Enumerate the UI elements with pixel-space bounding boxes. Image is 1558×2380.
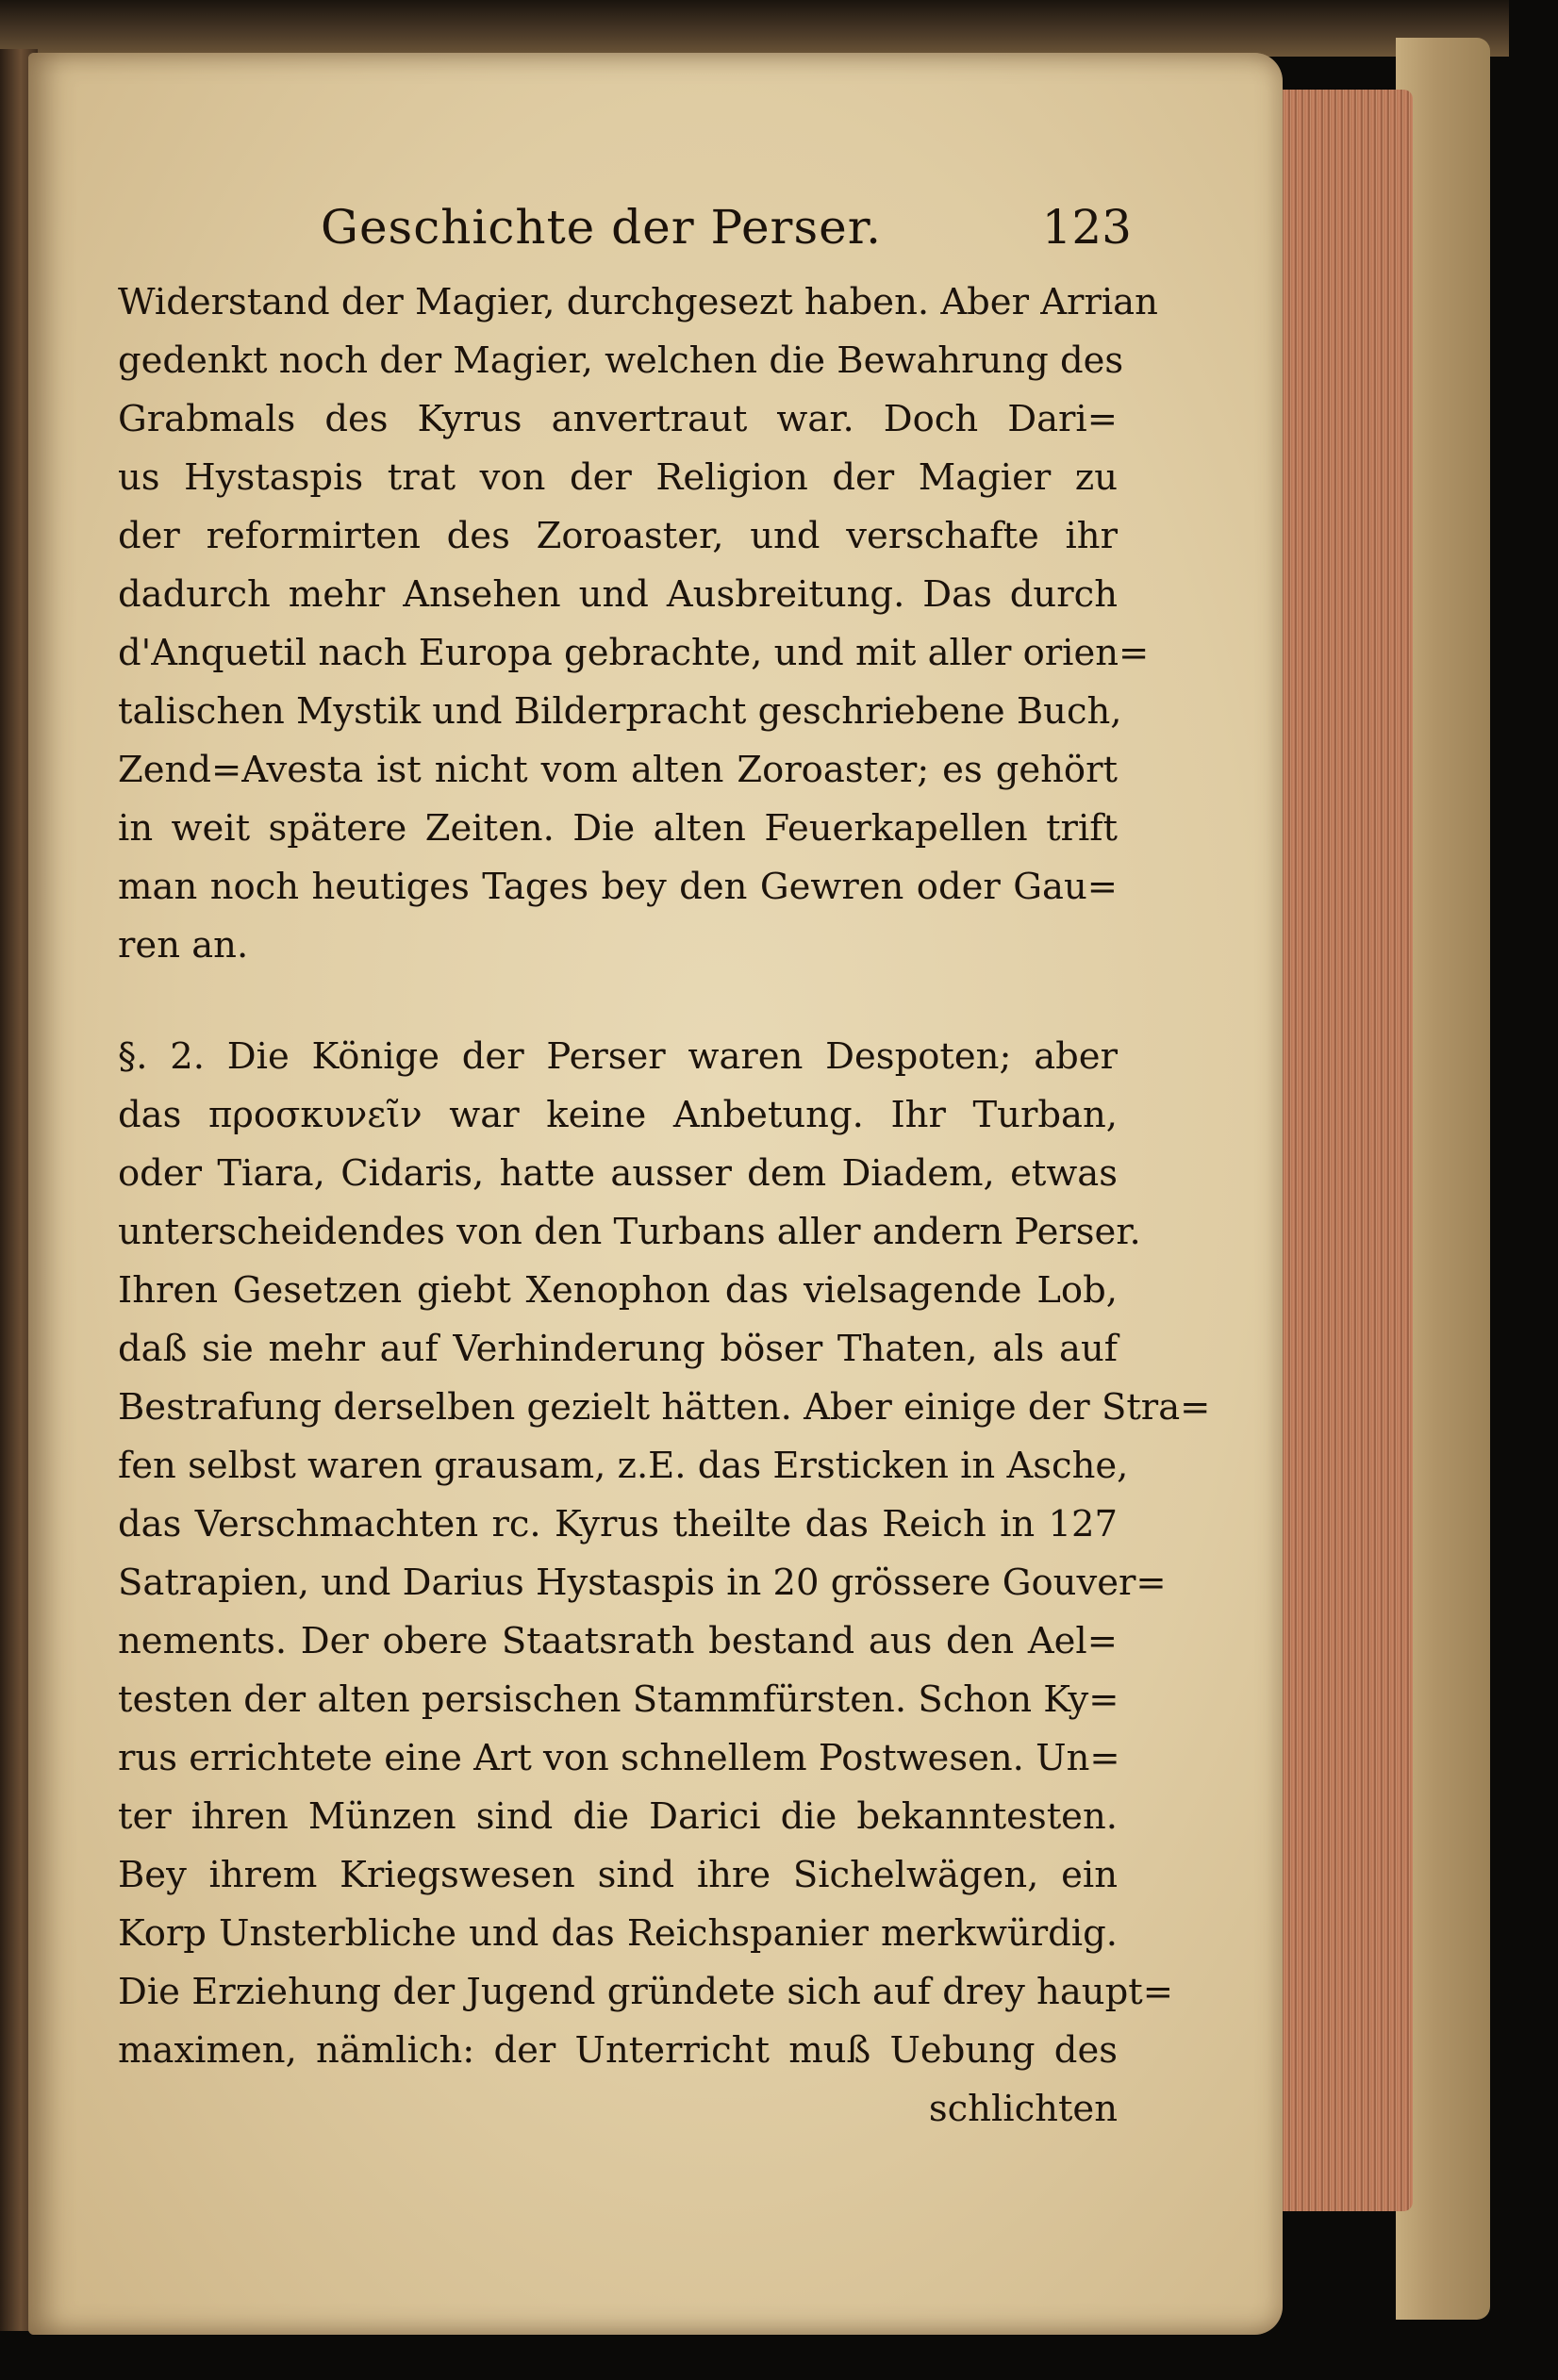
text-line: rus errichtete eine Art von schnellem Postwesen. Un= — [118, 1737, 1120, 1779]
text-line: ren an. — [118, 924, 249, 967]
text-line: Bey ihrem Kriegswesen sind ihre Sichelwägen, ein — [118, 1854, 1118, 1896]
text-line: Grabmals des Kyrus anvertraut war. Doch Dari= — [118, 398, 1118, 440]
text-line: daß sie mehr auf Verhinderung böser Thaten, als auf — [118, 1328, 1118, 1370]
text-line: §. 2. Die Könige der Perser waren Despoten; aber — [118, 1035, 1118, 1078]
text-line: Satrapien, und Darius Hystaspis in 20 grössere Gouver= — [118, 1562, 1167, 1604]
text-line: d'Anquetil nach Europa gebrachte, und mit aller orien= — [118, 632, 1150, 674]
text-line: gedenkt noch der Magier, welchen die Bewahrung des — [118, 339, 1124, 382]
page-text — [118, 189, 1211, 2139]
paragraph-gap — [118, 975, 1118, 1028]
text-line: in weit spätere Zeiten. Die alten Feuerkapellen trift — [118, 807, 1118, 850]
text-line: man noch heutiges Tages bey den Gewren oder Gau= — [118, 866, 1118, 908]
text-line: maximen, nämlich: der Unterricht muß Uebung des — [118, 2029, 1118, 2072]
paragraph-1 — [118, 273, 1158, 975]
page-header — [118, 189, 1132, 273]
text-line: testen der alten persischen Stammfürsten. Schon Ky= — [118, 1678, 1119, 1721]
text-line: fen selbst waren grausam, z.E. das Ersticken in Asche, — [118, 1445, 1129, 1487]
running-title: Geschichte der Perser. — [321, 200, 882, 255]
paragraph-2 — [118, 1028, 1211, 2080]
text-line: Zend=Avesta ist nicht vom alten Zoroaster; es gehört — [118, 749, 1118, 791]
text-line: Widerstand der Magier, durchgesezt haben. Aber Arrian — [118, 281, 1158, 323]
text-line: der reformirten des Zoroaster, und verschafte ihr — [118, 515, 1118, 557]
text-line: oder Tiara, Cidaris, hatte ausser dem Diadem, etwas — [118, 1152, 1118, 1195]
book-top-edge — [0, 0, 1509, 57]
text-line: unterscheidendes von den Turbans aller andern Perser. — [118, 1211, 1141, 1253]
page-number: 123 — [1041, 200, 1132, 255]
text-line: Ihren Gesetzen giebt Xenophon das vielsagende Lob, — [118, 1269, 1118, 1312]
catchword: schlichten — [928, 2088, 1118, 2130]
text-line: Die Erziehung der Jugend gründete sich auf drey haupt= — [118, 1971, 1173, 2013]
text-line: Bestrafung derselben gezielt hätten. Aber einige der Stra= — [118, 1386, 1211, 1429]
text-line: us Hystaspis trat von der Religion der Magier zu — [118, 456, 1118, 499]
text-line: das Verschmachten rc. Kyrus theilte das Reich in 127 — [118, 1503, 1118, 1545]
text-line: talischen Mystik und Bilderpracht geschriebene Buch, — [118, 690, 1122, 733]
text-line: nements. Der obere Staatsrath bestand aus den Ael= — [118, 1620, 1118, 1662]
text-line: Korp Unsterbliche und das Reichspanier merkwürdig. — [118, 1912, 1118, 1955]
text-line: ter ihren Münzen sind die Darici die bekanntesten. — [118, 1795, 1118, 1838]
page-edges — [1271, 90, 1413, 2211]
text-line: das προσκυνεῖν war keine Anbetung. Ihr Turban, — [118, 1094, 1118, 1136]
text-line: dadurch mehr Ansehen und Ausbreitung. Das durch — [118, 573, 1118, 616]
